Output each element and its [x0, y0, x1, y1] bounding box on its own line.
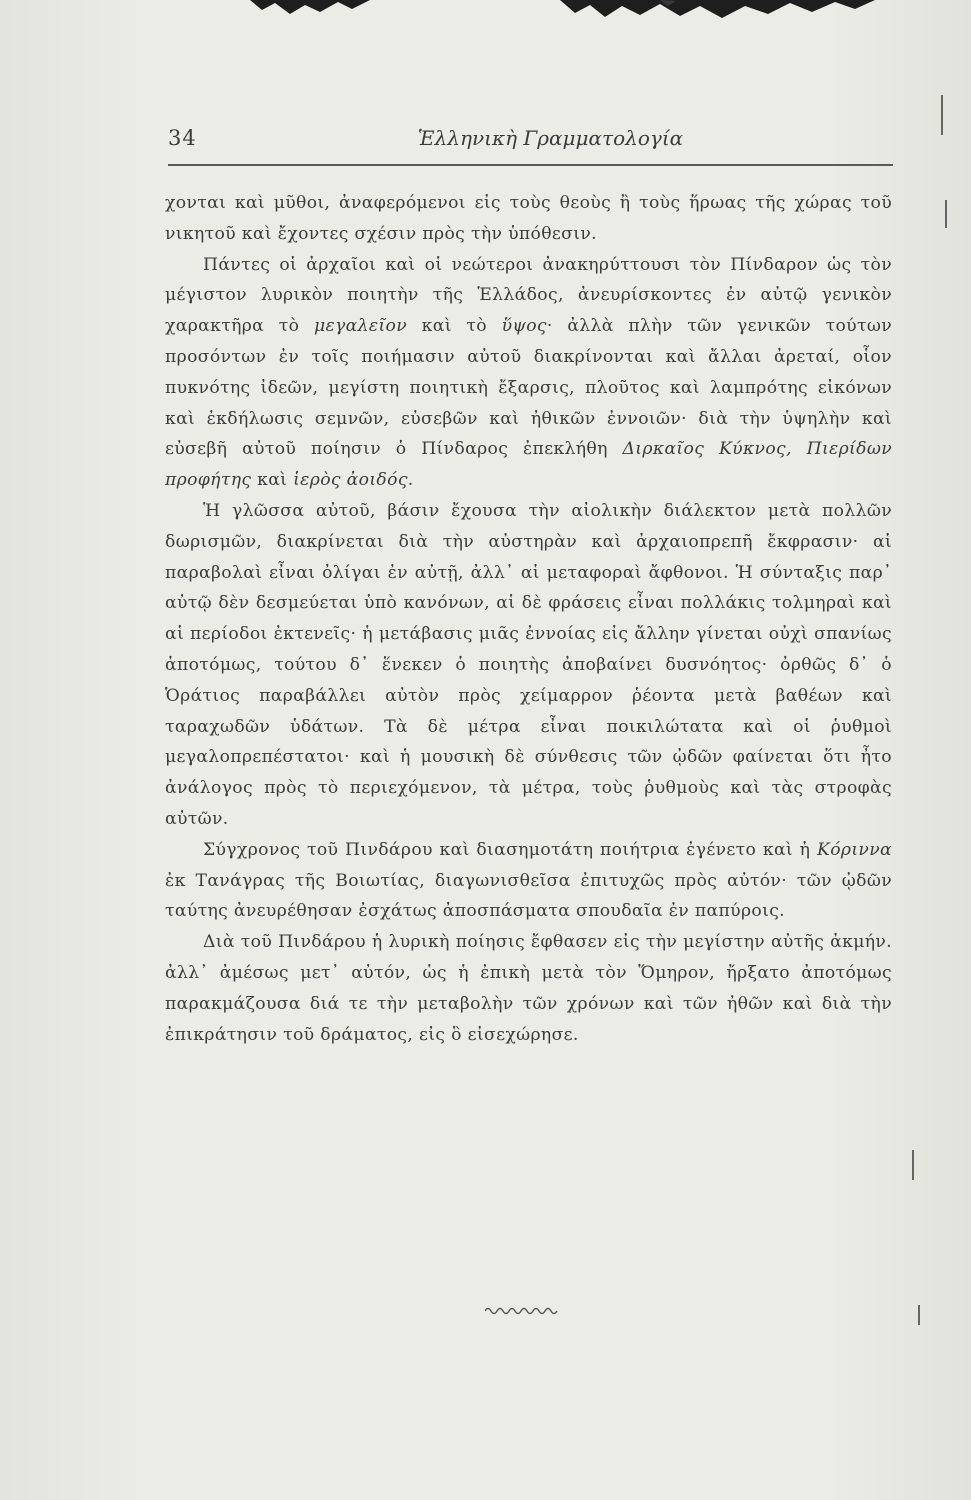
body-text [165, 188, 892, 1050]
page-header [168, 126, 893, 166]
paragraph [165, 188, 892, 250]
text-run: ἐκ Τανάγρας τῆς Βοιωτίας, διαγωνισθεῖσα ἐπιτυχῶς πρὸς αὐτόν· τῶν ᾠδῶν ταύτης ἀνευρέθησαν ἐσχάτως ἀποσπάσματα σπουδαῖα ἐν παπύροις. [165, 870, 892, 922]
italic-term: ἱερὸς ἀοιδός [293, 470, 408, 491]
end-ornament [485, 1304, 560, 1318]
text-run: Ἡ γλῶσσα αὐτοῦ, βάσιν ἔχουσα τὴν αἰολικὴν διάλεκτον μετὰ πολλῶν δωρισμῶν, διακρίνεται διὰ τὴν αὐστηρὰν καὶ ἀρχαιοπρεπῆ ἔκφρασιν· αἱ παραβολαὶ εἶναι ὀλίγαι ἐν αὐτῇ, ἀλλ᾿ αἱ μεταφοραὶ ἄφθονοι. Ἡ σύνταξις παρ᾿ αὐτῷ δὲν δεσμεύεται ὑπὸ κανόνων, αἱ δὲ φράσεις εἶναι πολλάκις τολμηραὶ καὶ αἱ περίοδοι ἐκτενεῖς· ἡ μετάβασις μιᾶς ἐννοίας εἰς ἄλλην γίνεται οὐχὶ σπανίως ἀποτόμως, τούτου δ᾿ ἕνεκεν ὁ ποιητὴς ἀποβαίνει δυσνόητος· ὀρθῶς δ᾿ ὁ Ὁράτιος παραβάλλει αὐτὸν πρὸς χείμαρρον ῥέοντα μετὰ βαθέων καὶ ταραχωδῶν ὑδάτων. Τὰ δὲ μέτρα εἶναι ποικιλώτατα καὶ οἱ ῥυθμοὶ μεγαλοπρεπέστατοι· καὶ ἡ μουσικὴ δὲ σύνθεσις τῶν ᾠδῶν φαίνεται ὅτι ἦτο ἀνάλογος πρὸς τὸ περιεχόμενον, τὰ μέτρα, τοὺς ῥυθμοὺς καὶ τὰς στροφὰς αὐτῶν. [165, 500, 892, 829]
running-title: Ἑλληνικὴ Γραμματολογία [417, 126, 684, 150]
torn-top-edge [0, 0, 971, 40]
margin-mark [912, 1150, 914, 1180]
paragraph [165, 927, 892, 1050]
paragraph [165, 835, 892, 927]
text-run: · ἀλλὰ πλὴν τῶν γενικῶν τούτων προσόντων ἐν τοῖς ποιήμασιν αὐτοῦ διακρίνονται καὶ ἄλλαι ἀρεταί, οἷον πυκνότης ἰδεῶν, μεγίστη ποιητικὴ ἔξαρσις, πλοῦτος καὶ λαμπρότης εἰκόνων καὶ ἐκδήλωσις σεμνῶν, εὐσεβῶν καὶ ἠθικῶν ἐννοιῶν· διὰ τὴν ὑψηλὴν καὶ εὐσεβῆ αὐτοῦ ποίησιν ὁ Πίνδαρος ἐπεκλήθη [165, 316, 892, 460]
margin-mark [941, 95, 943, 135]
text-run: Πάντες οἱ ἀρχαῖοι καὶ οἱ νεώτεροι ἀνακηρύττουσι τὸν Πίνδαρον ὡς τὸν μέγιστον λυρικὸν ποιητὴν τῆς Ἑλλάδος, ἀνευρίσκοντες ἐν αὐτῷ γενικὸν χαρακτῆρα τὸ [165, 254, 892, 337]
text-run: Σύγχρονος τοῦ Πινδάρου καὶ διασημοτάτη ποιήτρια ἐγένετο καὶ ἡ [203, 839, 817, 860]
text-run: χονται καὶ μῦθοι, ἀναφερόμενοι εἰς τοὺς θεοὺς ἢ τοὺς ἥρωας τῆς χώρας τοῦ νικητοῦ καὶ ἔχοντες σχέσιν πρὸς τὴν ὑπόθεσιν. [165, 193, 892, 244]
page-number: 34 [168, 126, 197, 150]
italic-term: Διρκαῖος Κύκνος, Πιερίδων προφήτης [165, 439, 893, 491]
text-run: καὶ τὸ [407, 316, 502, 337]
text-run: . [407, 470, 414, 491]
italic-term: ὕψος [501, 316, 547, 337]
text-run: καὶ [251, 470, 294, 491]
paragraph [165, 250, 892, 496]
italic-term: μεγαλεῖον [313, 316, 408, 337]
italic-term: Κόριννα [817, 839, 892, 860]
margin-mark [945, 200, 947, 228]
margin-mark [918, 1305, 920, 1325]
text-run: Διὰ τοῦ Πινδάρου ἡ λυρικὴ ποίησις ἔφθασεν εἰς τὴν μεγίστην αὐτῆς ἀκμήν. ἀλλ᾿ ἀμέσως μετ᾿ αὐτόν, ὡς ἡ ἐπικὴ μετὰ τὸν Ὅμηρον, ἤρξατο ἀποτόμως παρακμάζουσα διά τε τὴν μεταβολὴν τῶν χρόνων καὶ τῶν ἠθῶν καὶ διὰ τὴν ἐπικράτησιν τοῦ δράματος, εἰς ὃ εἰσεχώρησε. [165, 932, 892, 1045]
paragraph [165, 496, 892, 835]
